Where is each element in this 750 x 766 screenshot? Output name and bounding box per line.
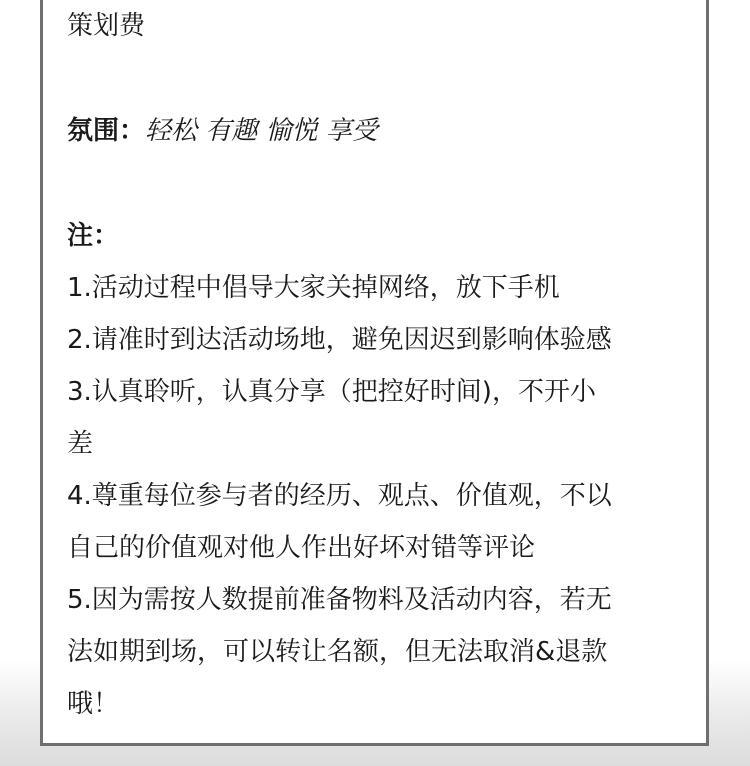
note-line: 法如期到场，可以转让名额，但无法取消&退款 (67, 637, 608, 667)
note-line: 自己的价值观对他人作出好坏对错等评论 (67, 533, 536, 563)
note-line: 5.因为需按人数提前准备物料及活动内容，若无 (67, 585, 612, 615)
atmosphere-line (67, 105, 378, 157)
notes-label: 注： (67, 221, 120, 251)
note-line: 哦！ (67, 689, 120, 719)
note-line: 差 (67, 429, 94, 459)
note-line: 3.认真聆听，认真分享（把控好时间)，不开小 (67, 377, 596, 407)
atmosphere-value: 轻松 有趣 愉悦 享受 (145, 116, 378, 146)
note-line: 4.尊重每位参与者的经历、观点、价值观，不以 (67, 481, 612, 511)
fee-line: 策划费 (67, 11, 146, 41)
document-frame (40, 0, 709, 746)
note-line: 1.活动过程中倡导大家关掉网络，放下手机 (67, 273, 560, 303)
note-line: 2.请准时到达活动场地，避免因迟到影响体验感 (67, 325, 612, 355)
atmosphere-label: 氛围： (67, 116, 146, 146)
